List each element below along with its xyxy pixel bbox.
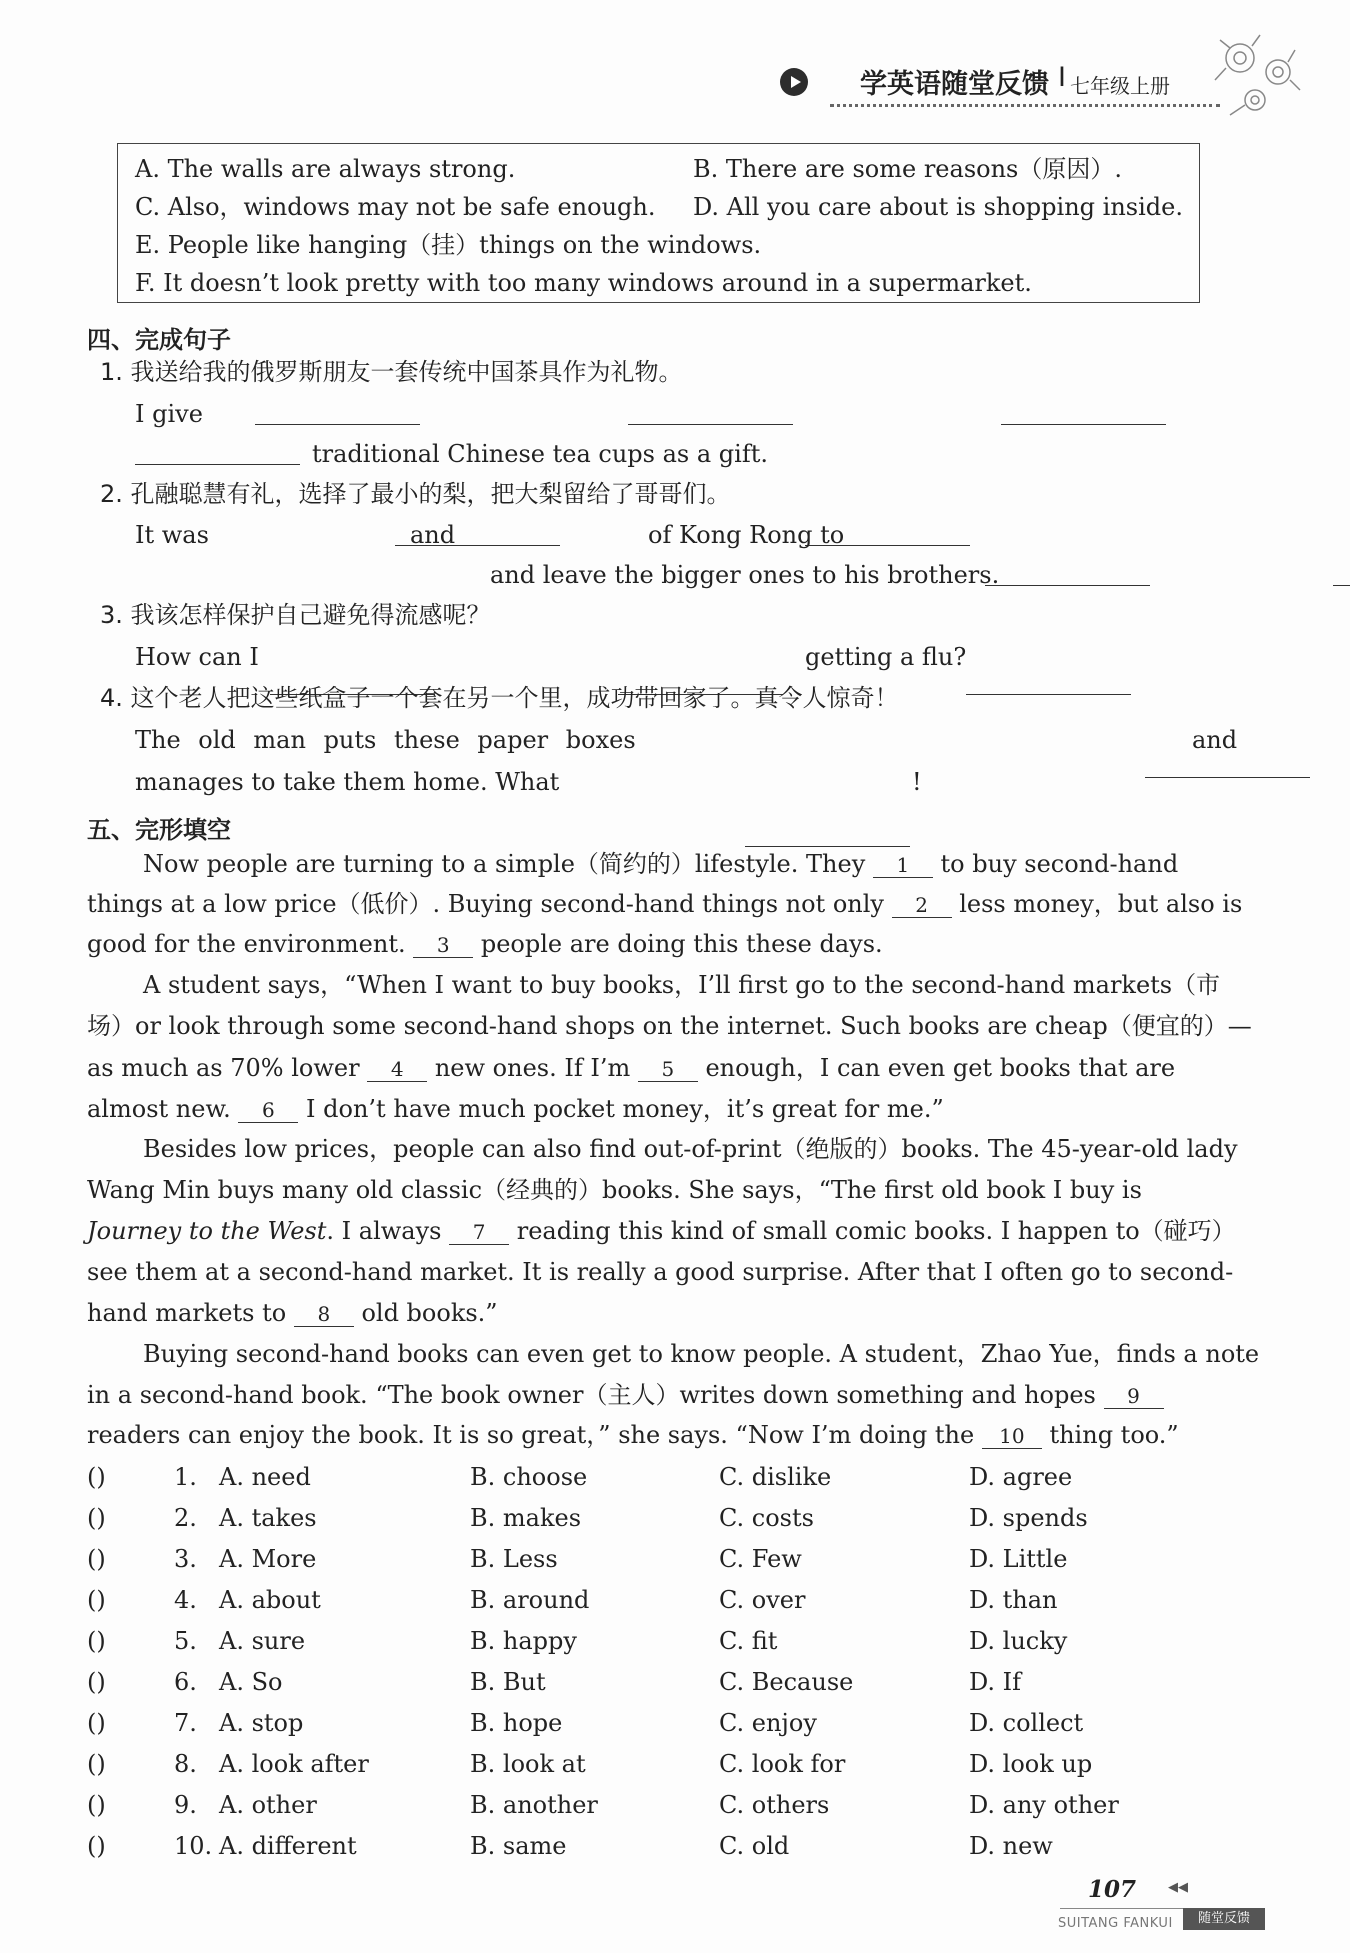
q1-chinese: 1. 我送给我的俄罗斯朋友一套传统中国茶具作为礼物。 [100,358,683,386]
question-row [87,1463,1237,1493]
option-c: C. Because [719,1668,854,1696]
option-c: C. look for [719,1750,846,1778]
footer-badge: 随堂反馈 [1183,1908,1265,1930]
cloze-blank-6[interactable]: 6 [238,1100,298,1123]
question-number: 5. [174,1627,197,1655]
title-separator: I [1058,62,1066,93]
option-b: B. There are some reasons（原因）. [693,155,1122,183]
text: thing too.” [1041,1421,1179,1449]
play-icon [780,68,808,96]
question-row [87,1709,1237,1739]
question-row [87,1627,1237,1657]
q4-exclaim: ! [912,768,922,796]
q3-chinese: 3. 我该怎样保护自己避免得流感呢？ [100,601,491,629]
question-number: 4. [174,1586,197,1614]
q1-prefix: I give [135,400,203,428]
option-d: D. than [969,1586,1058,1614]
q1-line2: traditional Chinese tea cups as a gift. [312,440,768,468]
option-d: D. collect [969,1709,1084,1737]
blank[interactable] [1333,563,1350,586]
text: people are doing this these days. [473,930,883,958]
blank[interactable] [1145,755,1310,778]
cloze-blank-9[interactable]: 9 [1104,1386,1164,1409]
answer-bracket[interactable]: ( ) [87,1668,106,1696]
cloze-p1-line1 [143,852,1233,878]
book-title-italic: Journey to the West [87,1217,327,1245]
option-d: D. new [969,1832,1053,1860]
option-c: C. others [719,1791,830,1819]
text: as much as 70% lower [87,1054,368,1082]
option-b: B. hope [470,1709,563,1737]
grade-label: 七年级上册 [1070,74,1170,98]
text: Now people are turning to a simple（简约的）lifestyle. They [143,850,873,878]
option-c: C. old [719,1832,790,1860]
cloze-blank-8[interactable]: 8 [294,1304,354,1327]
text: in a second-hand book. “The book owner（主人）writes down something and hopes [87,1381,1104,1409]
q4-line2: manages to take them home. What [135,768,560,796]
option-d: D. lucky [969,1627,1068,1655]
q2-of-kong-rong: of Kong Rong to [648,521,845,549]
q4-and: and [1192,726,1238,754]
q3-suffix: getting a flu? [805,643,967,671]
answer-bracket[interactable]: ( ) [87,1504,106,1532]
text: less money，but also is [951,890,1243,918]
blank[interactable] [255,402,420,425]
cloze-p2-line4 [87,1097,1232,1123]
option-e: E. People like hanging（挂）things on the windows. [135,231,762,259]
option-a: A. other [219,1791,317,1819]
question-row [87,1504,1237,1534]
cloze-blank-3[interactable]: 3 [413,935,473,958]
blank[interactable] [1001,402,1166,425]
option-a: A. sure [219,1627,306,1655]
blank[interactable] [628,402,793,425]
question-row [87,1545,1237,1575]
option-c: C. over [719,1586,806,1614]
section-4-heading: 四、完成句子 [87,326,231,354]
text: hand markets to [87,1299,294,1327]
option-d: D. spends [969,1504,1088,1532]
option-b: B. another [470,1791,598,1819]
option-d: D. All you care about is shopping inside. [693,193,1183,221]
answer-bracket[interactable]: ( ) [87,1463,106,1491]
option-b: B. look at [470,1750,586,1778]
option-b: B. Less [470,1545,558,1573]
book-title: 学英语随堂反馈 [860,69,1049,100]
cloze-p1-line2 [87,890,1243,918]
option-b: B. makes [470,1504,582,1532]
cloze-p3-line1: Besides low prices，people can also find out-of-print（绝版的）books. The 45-year-old lady [143,1135,1238,1163]
question-row [87,1668,1237,1698]
cloze-blank-5[interactable]: 5 [638,1059,698,1082]
option-b: B. happy [470,1627,577,1655]
page-number: 107 [1088,1876,1137,1903]
text: almost new. [87,1095,239,1123]
question-number: 7. [174,1709,197,1737]
answer-bracket[interactable]: ( ) [87,1586,106,1614]
option-b: B. But [470,1668,546,1696]
option-b: B. same [470,1832,567,1860]
option-d: D. Little [969,1545,1068,1573]
question-row [87,1586,1237,1616]
text: new ones. If I’m [427,1054,638,1082]
arrow-icon: ◀◀ [1168,1880,1188,1895]
cloze-p3-line2: Wang Min buys many old classic（经典的）books. She says，“The first old book I buy is [87,1176,1142,1204]
cloze-p3-line3 [87,1217,1236,1245]
answer-bracket[interactable]: ( ) [87,1709,106,1737]
option-f: F. It doesn’t look pretty with too many windows around in a supermarket. [135,269,1032,297]
text: to buy second-hand [932,850,1179,878]
option-a: A. So [219,1668,283,1696]
option-d: D. any other [969,1791,1119,1819]
flower-ornament-icon [1200,20,1310,130]
option-d: D. agree [969,1463,1073,1491]
q1-line1 [135,402,203,426]
blank[interactable] [985,563,1150,586]
option-c: C. fit [719,1627,778,1655]
option-a: A. The walls are always strong. [135,155,516,183]
text: good for the environment. [87,930,414,958]
option-a: A. about [219,1586,321,1614]
option-a: A. takes [219,1504,317,1532]
q3-how-can-i: How can I [135,643,259,671]
cloze-blank-4[interactable]: 4 [367,1059,427,1082]
answer-bracket[interactable]: ( ) [87,1832,106,1860]
cloze-p1-line3 [87,932,1232,958]
cloze-blank-1[interactable]: 1 [873,855,933,878]
q2-it-was: It was [135,521,209,549]
question-row [87,1832,1237,1862]
q1-blanks-row1 [255,402,1235,432]
question-number: 8. [174,1750,197,1778]
text: I don’t have much pocket money，it’s great for me.” [298,1095,944,1123]
option-a: A. look after [219,1750,369,1778]
cloze-p3-line4: see them at a second-hand market. It is really a good surprise. After that I often go to second- [87,1258,1234,1286]
option-b: B. choose [470,1463,588,1491]
option-c: C. enjoy [719,1709,817,1737]
question-number: 9. [174,1791,197,1819]
option-c: C. Also，windows may not be safe enough. [135,193,656,221]
q4-chinese: 4. 这个老人把这些纸盒子一个套在另一个里，成功带回家了。真令人惊奇！ [100,684,899,712]
answer-bracket[interactable]: ( ) [87,1750,106,1778]
q2-chinese: 2. 孔融聪慧有礼，选择了最小的梨，把大梨留给了哥哥们。 [100,480,731,508]
cloze-blank-2[interactable]: 2 [892,895,952,918]
cloze-p4-line3 [87,1423,1232,1449]
question-row [87,1750,1237,1780]
blank[interactable] [966,672,1131,695]
answer-bracket[interactable]: ( ) [87,1545,106,1573]
text: readers can enjoy the book. It is so great，” she says. “Now I’m doing the [87,1421,982,1449]
option-c: C. Few [719,1545,802,1573]
option-d: D. If [969,1668,1022,1696]
option-c: C. dislike [719,1463,832,1491]
footer-label: SUITANG FANKUI [1058,1916,1173,1931]
cloze-p4-line2 [87,1383,1232,1409]
question-number: 3. [174,1545,197,1573]
option-c: C. costs [719,1504,814,1532]
text: things at a low price（低价）. Buying second-hand things not only [87,890,892,918]
question-number: 6. [174,1668,197,1696]
cloze-p2-line3 [87,1056,1232,1082]
q2-line2: and leave the bigger ones to his brothers. [490,561,1000,589]
option-a: A. need [219,1463,311,1491]
question-number: 2. [174,1504,197,1532]
option-b: B. around [470,1586,590,1614]
cloze-p4-line1: Buying second-hand books can even get to know people. A student，Zhao Yue，finds a note [143,1340,1260,1368]
option-a: A. different [219,1832,357,1860]
q2-and: and [410,521,456,549]
section-5-heading: 五、完形填空 [87,816,231,844]
question-number: 1. [174,1463,197,1491]
question-number: 10. [174,1832,213,1860]
cloze-p3-line5 [87,1301,1232,1327]
blank[interactable] [745,824,910,847]
option-d: D. look up [969,1750,1093,1778]
text: reading this kind of small comic books. I happen to（碰巧） [509,1217,1236,1245]
cloze-p2-line2: 场）or look through some second-hand shops on the internet. Such books are cheap（便宜的）— [87,1012,1252,1040]
option-a: A. stop [219,1709,304,1737]
text: . I always [326,1217,450,1245]
blank[interactable] [135,442,300,465]
option-a: A. More [219,1545,317,1573]
answer-bracket[interactable]: ( ) [87,1627,106,1655]
cloze-blank-7[interactable]: 7 [449,1222,509,1245]
q4-line1: The old man puts these paper boxes [135,726,636,754]
header-divider [830,104,1220,107]
question-row [87,1791,1237,1821]
cloze-p2-line1: A student says，“When I want to buy books，I’ll first go to the second-hand markets（市 [143,971,1221,999]
text: enough，I can even get books that are [697,1054,1176,1082]
text: old books.” [353,1299,498,1327]
answer-bracket[interactable]: ( ) [87,1791,106,1819]
cloze-blank-10[interactable]: 10 [982,1426,1042,1449]
